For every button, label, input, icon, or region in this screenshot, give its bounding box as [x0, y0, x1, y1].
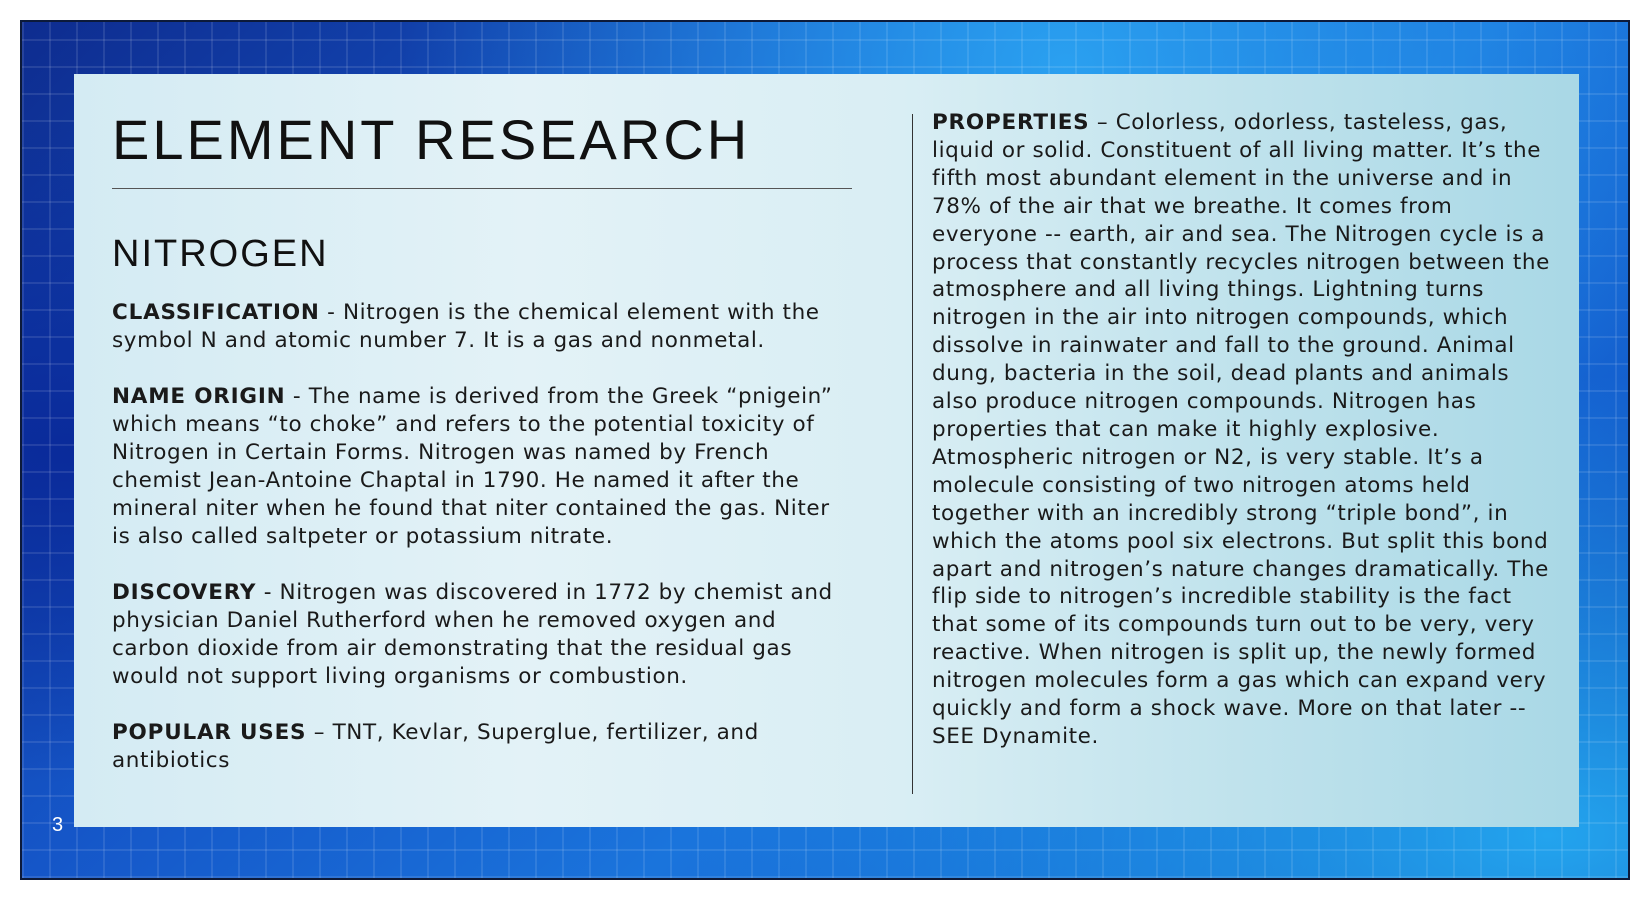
- page-title: ELEMENT RESEARCH: [112, 108, 751, 171]
- popular-uses-text: TNT, Kevlar, Superglue, fertilizer, and antibiotics: [112, 720, 759, 773]
- classification-label: CLASSIFICATION: [112, 300, 320, 325]
- properties-text: Colorless, odorless, tasteless, gas, liquid or solid. Constituent of all living matter. It’s the fifth most abundant element in the universe and in 78% of the air that we breathe. It comes from everyone -- earth, air and sea. The Nitrogen cycle is a process that constantly recycles nitrogen between the atmosphere and all living things. Lightning turns nitrogen in the air into nitrogen compounds, which dissolve in rainwater and fall to the ground. Animal dung, bacteria in the soil, dead plants and animals also produce nitrogen compounds. Nitrogen has properties that can make it highly explosive. Atmospheric nitrogen or N2, is very stable. It’s a molecule consisting of two nitrogen atoms held together with an incredibly strong “triple bond”, in which the atoms pool six electrons. But split this bond apart and nitrogen’s nature changes dramatically. The flip side to nitrogen’s incredible stability is the fact that some of its compounds turn out to be very, very reactive. When nitrogen is split up, the newly formed nitrogen molecules form a gas which can expand very quickly and form a shock wave. More on that later -- SEE Dynamite.: [932, 110, 1550, 749]
- name-origin-separator: -: [285, 384, 309, 409]
- page-number: 3: [52, 814, 64, 836]
- column-divider: [912, 114, 913, 794]
- name-origin-text: The name is derived from the Greek “pnigein” which means “to choke” and refers to the potential toxicity of Nitrogen in Certain Forms. Nitrogen was named by French chemist Jean-Antoine Chaptal in 1790. He named it after the mineral niter when he found that niter contained the gas. Niter is also called saltpeter or potassium nitrate.: [112, 384, 833, 549]
- popular-uses-label: POPULAR USES: [112, 720, 307, 745]
- discovery-label: DISCOVERY: [112, 580, 257, 605]
- discovery-text: Nitrogen was discovered in 1772 by chemist and physician Daniel Rutherford when he removed oxygen and carbon dioxide from air demonstrating that the residual gas would not support living organisms or combustion.: [112, 580, 833, 689]
- element-name: NITROGEN: [112, 233, 329, 275]
- discovery-separator: -: [256, 580, 280, 605]
- classification-text: Nitrogen is the chemical element with the symbol N and atomic number 7. It is a gas and nonmetal.: [112, 300, 820, 353]
- name-origin-label: NAME ORIGIN: [112, 384, 286, 409]
- properties-separator: –: [1089, 110, 1116, 135]
- left-column: [112, 102, 852, 775]
- slide: [20, 20, 1630, 880]
- title-divider: [112, 188, 852, 189]
- classification-section: [112, 299, 852, 355]
- properties-section: [932, 109, 1552, 751]
- discovery-section: [112, 579, 852, 691]
- popular-uses-section: [112, 719, 852, 775]
- properties-label: PROPERTIES: [932, 110, 1090, 135]
- content-panel: [74, 74, 1579, 827]
- popular-uses-separator: –: [306, 720, 333, 745]
- name-origin-section: [112, 383, 852, 551]
- right-column: [932, 109, 1552, 751]
- classification-separator: -: [319, 300, 343, 325]
